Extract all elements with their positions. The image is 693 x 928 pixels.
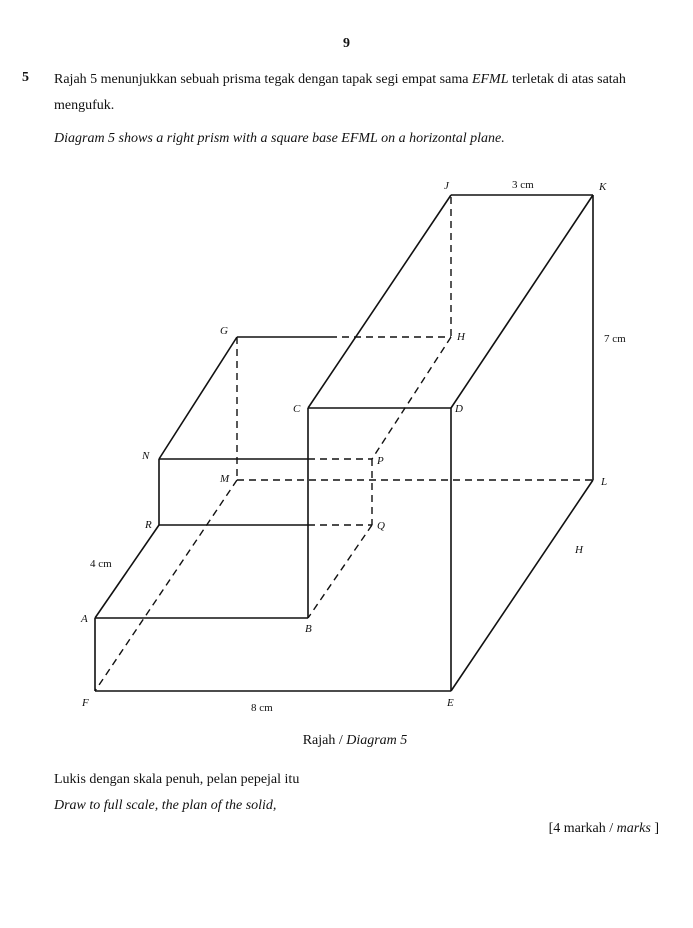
edge-AR [95,525,159,618]
instruction-english: Draw to full scale, the plan of the solid, [54,798,277,813]
diagram-caption [0,733,693,749]
visible-edges [95,195,593,691]
hidden-edge-QB [308,525,372,618]
dimension-KL: 7 cm [604,333,626,345]
vertex-labels [80,180,607,709]
hidden-edge-HP [372,337,451,459]
label-N: N [142,450,150,462]
label-K: K [599,181,607,193]
label-G: G [220,325,228,337]
question-text-malay-base-label: EFML [471,72,509,87]
edge-KD [451,195,593,408]
page-number: 9 [343,36,350,51]
diagram-caption-english: Diagram 5 [346,733,408,748]
label-R: R [145,519,152,531]
label-Q: Q [377,520,385,532]
dimension-JK: 3 cm [512,179,534,191]
marks-suffix: ] [650,821,659,836]
edge-JC [308,195,451,408]
label-H-top: H [457,331,465,343]
label-P: P [377,455,384,467]
label-M: M [220,473,230,485]
label-H-side: H [575,544,583,556]
hidden-edges [95,197,593,691]
edge-NG [159,337,237,459]
question-number: 5 [22,70,29,85]
diagram-caption-malay: Rajah / [302,733,347,748]
label-D: D [455,403,463,415]
label-J: J [444,180,449,192]
question-text-malay-part2: terletak di atas satah mengufuk. [54,72,626,113]
question-text-english: Diagram 5 shows a right prism with a square base EFML on a horizontal plane. [54,131,505,146]
marks-italic: marks [616,821,651,836]
question-text-malay-part1: Rajah 5 menunjukkan sebuah prisma tegak dengan tapak segi empat sama [54,72,472,87]
instruction-malay: Lukis dengan skala penuh, pelan pepejal itu [54,772,300,787]
dimension-labels [90,179,626,714]
dimension-AR: 4 cm [90,558,112,570]
label-A: A [81,613,88,625]
dimension-FE: 8 cm [251,702,273,714]
marks-prefix: [4 markah / [548,821,617,836]
label-L: L [601,476,608,488]
edge-LE [451,480,593,691]
label-E: E [447,697,454,709]
hidden-edge-MF [95,480,237,691]
marks-allocation [549,821,659,837]
label-B: B [305,623,312,635]
label-C: C [293,403,301,415]
label-F: F [82,697,89,709]
